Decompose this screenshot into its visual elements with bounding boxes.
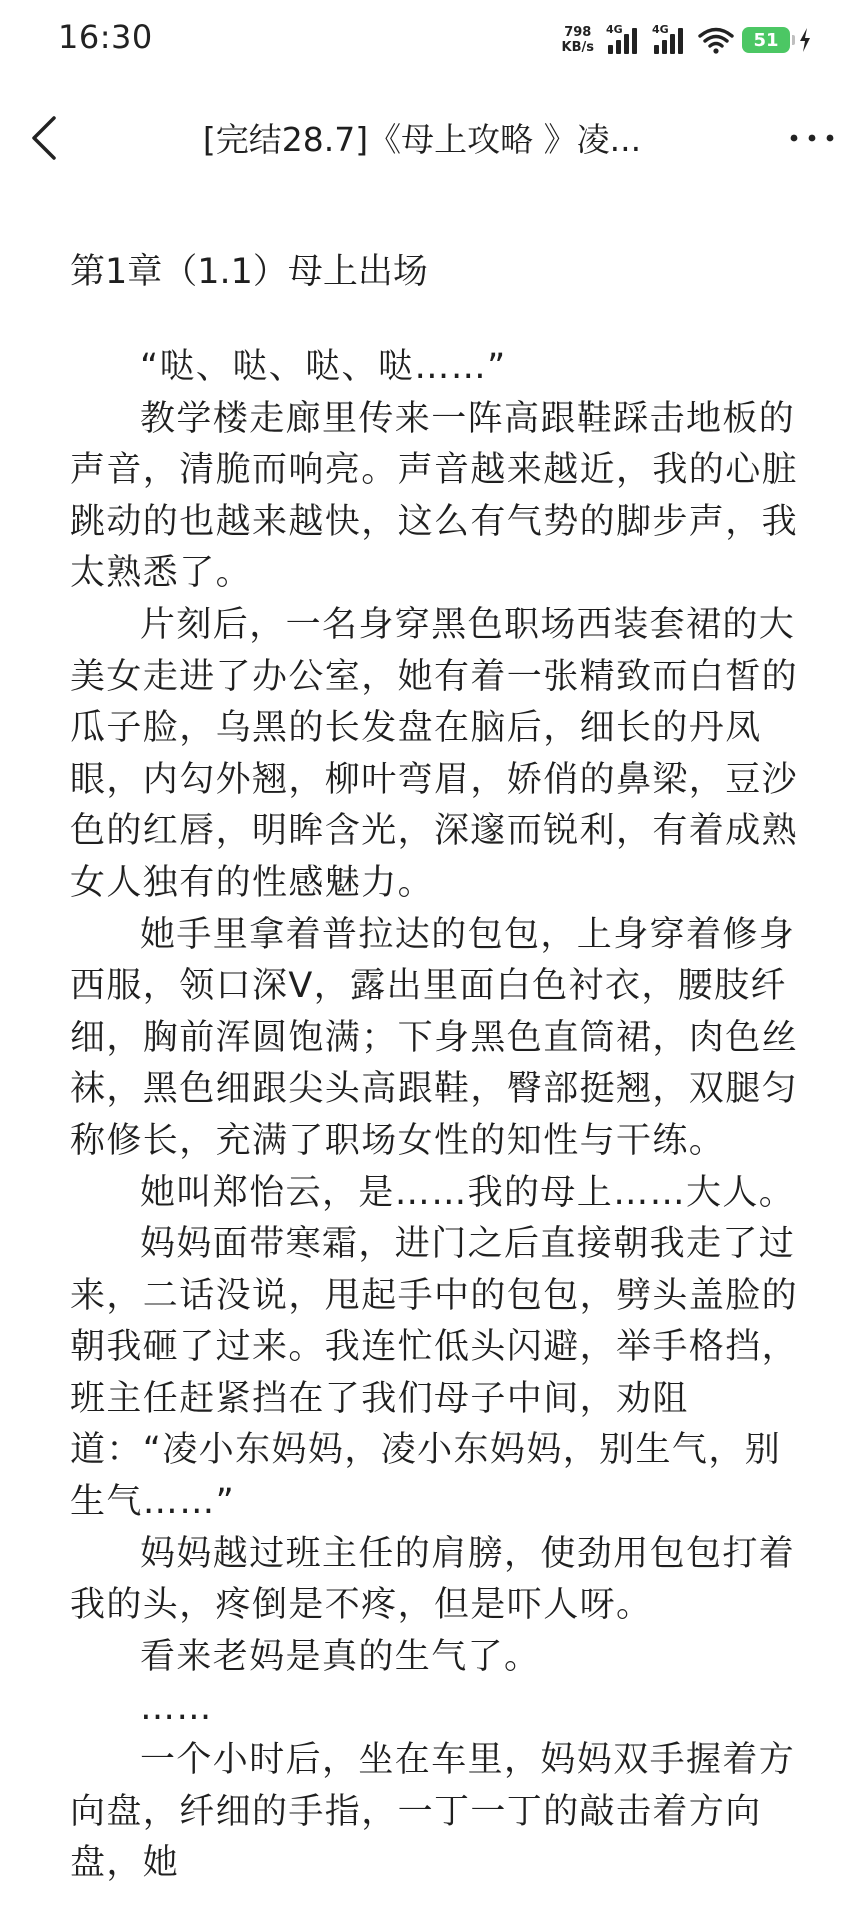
signal-2-label: 4G bbox=[652, 23, 669, 36]
back-button[interactable] bbox=[18, 108, 78, 168]
chapter-title: 第1章（1.1）母上出场 bbox=[70, 252, 428, 292]
paragraph: 她叫郑怡云，是……我的母上……大人。 bbox=[140, 1172, 796, 1213]
signal-1-label: 4G bbox=[606, 23, 623, 36]
more-dots-icon bbox=[782, 108, 842, 168]
paragraph: “哒、哒、哒、哒……” bbox=[140, 347, 507, 387]
paragraph: 妈妈面带寒霜，进门之后直接朝我走了过来，二话没说，甩起手中的包包，劈头盖脸的朝我砸了过来。我连忙低头闪避，举手格挡，班主任赶紧挡在了我们母子中间，劝阻道：“凌小东妈妈，凌小东妈妈，别生气，别生气……” bbox=[70, 1224, 799, 1523]
reader-header bbox=[0, 96, 864, 180]
status-bar bbox=[0, 0, 864, 80]
paragraph: 看来老妈是真的生气了。 bbox=[140, 1636, 541, 1677]
cellular-signal-2 bbox=[652, 25, 690, 55]
paragraph: 妈妈越过班主任的肩膀，使劲用包包打着我的头，疼倒是不疼，但是吓人呀。 bbox=[70, 1533, 796, 1626]
status-icons bbox=[562, 20, 812, 60]
network-speed-unit: KB/s bbox=[561, 40, 594, 55]
battery-level: 51 bbox=[753, 29, 779, 51]
more-options-button[interactable] bbox=[782, 108, 842, 168]
cellular-signal-1 bbox=[606, 25, 644, 55]
status-time: 16:30 bbox=[58, 18, 153, 56]
wifi-icon bbox=[698, 26, 734, 54]
paragraph: 一个小时后，坐在车里，妈妈双手握着方向盘，纤细的手指，一丁一丁的敲击着方向盘，她 bbox=[70, 1740, 796, 1884]
chevron-left-icon bbox=[18, 108, 78, 168]
charging-bolt-icon bbox=[798, 27, 812, 53]
battery-indicator bbox=[742, 27, 790, 53]
network-speed-indicator bbox=[562, 25, 594, 55]
chapter-content bbox=[70, 342, 804, 1920]
paragraph: 片刻后，一名身穿黑色职场西装套裙的大美女走进了办公室，她有着一张精致而白皙的瓜子脸，乌黑的长发盘在脑后，细长的丹凤眼，内勾外翘，柳叶弯眉，娇俏的鼻梁，豆沙色的红唇，明眸含光，深邃而锐利，有着成熟女人独有的性感魅力。 bbox=[70, 604, 799, 903]
paragraph: …… bbox=[140, 1688, 213, 1729]
paragraph: 她手里拿着普拉达的包包，上身穿着修身西服，领口深V，露出里面白色衬衣，腰肢纤细，胸前浑圆饱满；下身黑色直筒裙，肉色丝袜，黑色细跟尖头高跟鞋，臀部挺翘，双腿匀称修长，充满了职场女性的知性与干练。 bbox=[70, 914, 799, 1161]
network-speed-value: 798 bbox=[564, 25, 592, 40]
book-title: [完结28.7]《母上攻略 》凌... bbox=[202, 120, 642, 159]
paragraph: 教学楼走廊里传来一阵高跟鞋踩击地板的声音，清脆而响亮。声音越来越近，我的心脏跳动的也越来越快，这么有气势的脚步声，我太熟悉了。 bbox=[70, 398, 799, 594]
